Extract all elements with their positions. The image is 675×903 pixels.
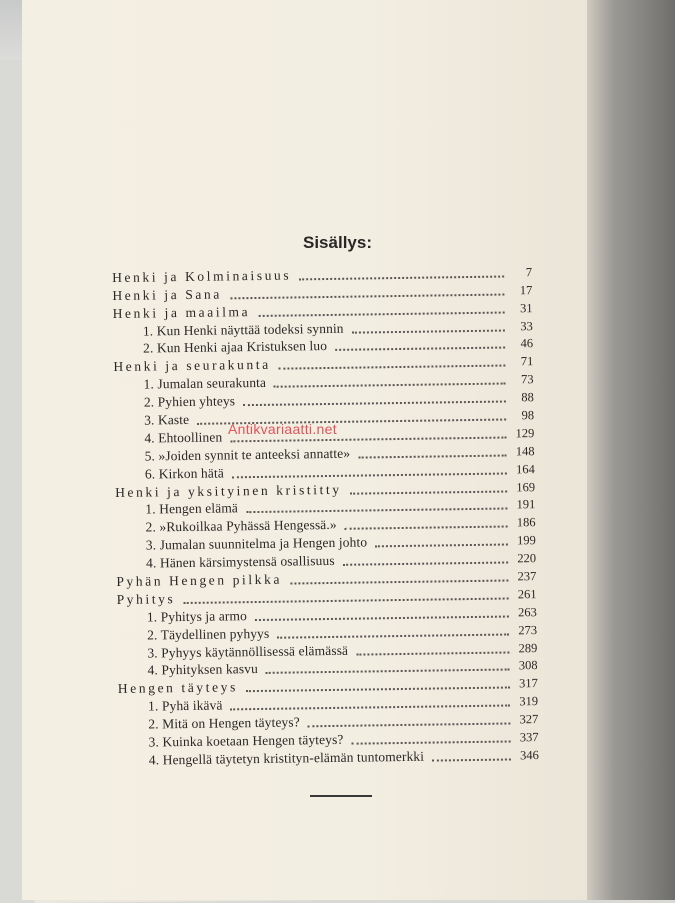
toc-leader-dots — [351, 740, 510, 745]
toc-title: 1. Pyhitys ja armo — [146, 607, 248, 625]
toc-title: Henki ja Sana — [112, 286, 223, 303]
toc-title: 3. Kuinka koetaan Hengen täyteys? — [148, 731, 344, 750]
toc-leader-dots — [290, 579, 508, 585]
toc-title: 4. Hänen kärsimystensä osallisuus — [146, 553, 335, 571]
toc-page-number: 73 — [520, 372, 534, 387]
toc-page-number: 263 — [517, 604, 537, 620]
toc-leader-dots — [258, 310, 504, 316]
toc-page-number: 319 — [519, 694, 539, 709]
toc-leader-dots — [432, 757, 511, 761]
toc-leader-dots — [375, 543, 508, 548]
toc-leader-dots — [274, 382, 506, 388]
toc-title: 5. »Joiden synnit te anteeksi annatte» — [144, 445, 351, 464]
toc-title: 1. Pyhä ikävä — [148, 697, 223, 714]
toc-title: 1. Kun Henki näyttää todeksi synnin — [142, 320, 344, 339]
toc-title: 2. Täydellinen pyhyys — [147, 625, 270, 643]
toc-leader-dots — [277, 632, 509, 638]
toc-title: 1. Jumalan seurakunta — [143, 375, 267, 392]
toc-page-number: 317 — [518, 676, 538, 691]
toc-leader-dots — [345, 525, 508, 530]
toc-leader-dots — [352, 328, 505, 333]
toc-page-number: 46 — [520, 336, 534, 351]
watermark: Antikvariaatti.net — [228, 421, 337, 437]
toc-page-number: 169 — [516, 479, 536, 494]
toc-title: 6. Kirkon hätä — [144, 465, 224, 482]
toc-title: Henki ja seurakunta — [113, 357, 271, 375]
toc-page-number: 199 — [516, 533, 536, 548]
toc-page-number: 337 — [519, 730, 539, 745]
toc-title: 2. Pyhien yhteys — [143, 393, 236, 410]
toc-title: 1. Hengen elämä — [145, 500, 239, 518]
toc-page-number: 308 — [518, 658, 538, 673]
toc-page-number: 191 — [516, 497, 536, 512]
toc-title: 2. Mitä on Hengen täyteys? — [148, 714, 300, 732]
toc-title: 2. Kun Henki ajaa Kristuksen luo — [143, 338, 328, 357]
toc-leader-dots — [335, 346, 505, 351]
toc-page-number: 289 — [518, 640, 538, 655]
toc-title: 3. Pyhyys käytännöllisessä elämässä — [147, 642, 349, 661]
toc-leader-dots — [299, 274, 504, 280]
toc-page-number: 71 — [520, 354, 534, 369]
toc-title: 4. Hengellä täytetyn kristityn-elämän tuntomerkki — [148, 748, 425, 768]
toc-page-number: 261 — [517, 587, 537, 602]
toc-leader-dots — [266, 668, 510, 674]
toc-leader-dots — [343, 561, 508, 566]
toc-title: 3. Kaste — [144, 411, 190, 428]
toc-page-number: 327 — [519, 712, 539, 727]
toc-title: 3. Jumalan suunnitelma ja Hengen johto — [145, 534, 368, 553]
toc-title: Pyhitys — [116, 591, 176, 607]
end-rule — [310, 795, 372, 797]
toc-page-number: 98 — [521, 408, 535, 423]
toc-title: Henki ja Kolminaisuus — [112, 267, 292, 285]
toc-leader-dots — [308, 722, 511, 728]
toc-page-number: 148 — [515, 443, 535, 459]
toc-page-number: 31 — [520, 300, 533, 315]
toc-title: Hengen täyteys — [117, 679, 238, 697]
toc-page-number: 237 — [517, 569, 537, 584]
book-edge — [587, 0, 675, 900]
toc-page-number: 273 — [518, 622, 538, 638]
toc-leader-dots — [358, 453, 507, 458]
toc-title: Henki ja yksityinen kristitty — [115, 481, 342, 500]
toc-title: 2. »Rukoilkaa Pyhässä Hengessä.» — [145, 517, 337, 535]
toc-leader-dots — [356, 650, 509, 655]
toc-title: 4. Ehtoollinen — [144, 429, 223, 446]
table-of-contents — [112, 262, 539, 769]
toc-page-number: 7 — [525, 265, 533, 280]
page-title: Sisällys: — [303, 233, 372, 252]
toc-page-number: 88 — [521, 390, 534, 405]
toc-page-number: 186 — [516, 515, 536, 530]
toc-page-number: 164 — [515, 461, 535, 477]
toc-title: 4. Pyhityksen kasvu — [147, 661, 258, 679]
toc-title: Pyhän Hengen pilkka — [116, 571, 283, 589]
toc-leader-dots — [350, 489, 508, 494]
toc-title: Henki ja maailma — [112, 303, 251, 321]
toc-leader-dots — [279, 364, 506, 370]
toc-page-number: 129 — [515, 426, 535, 441]
toc-page-number: 17 — [519, 282, 533, 298]
toc-page-number: 33 — [520, 318, 533, 333]
toc-page-number: 220 — [517, 551, 537, 566]
toc-page-number: 346 — [519, 748, 539, 763]
